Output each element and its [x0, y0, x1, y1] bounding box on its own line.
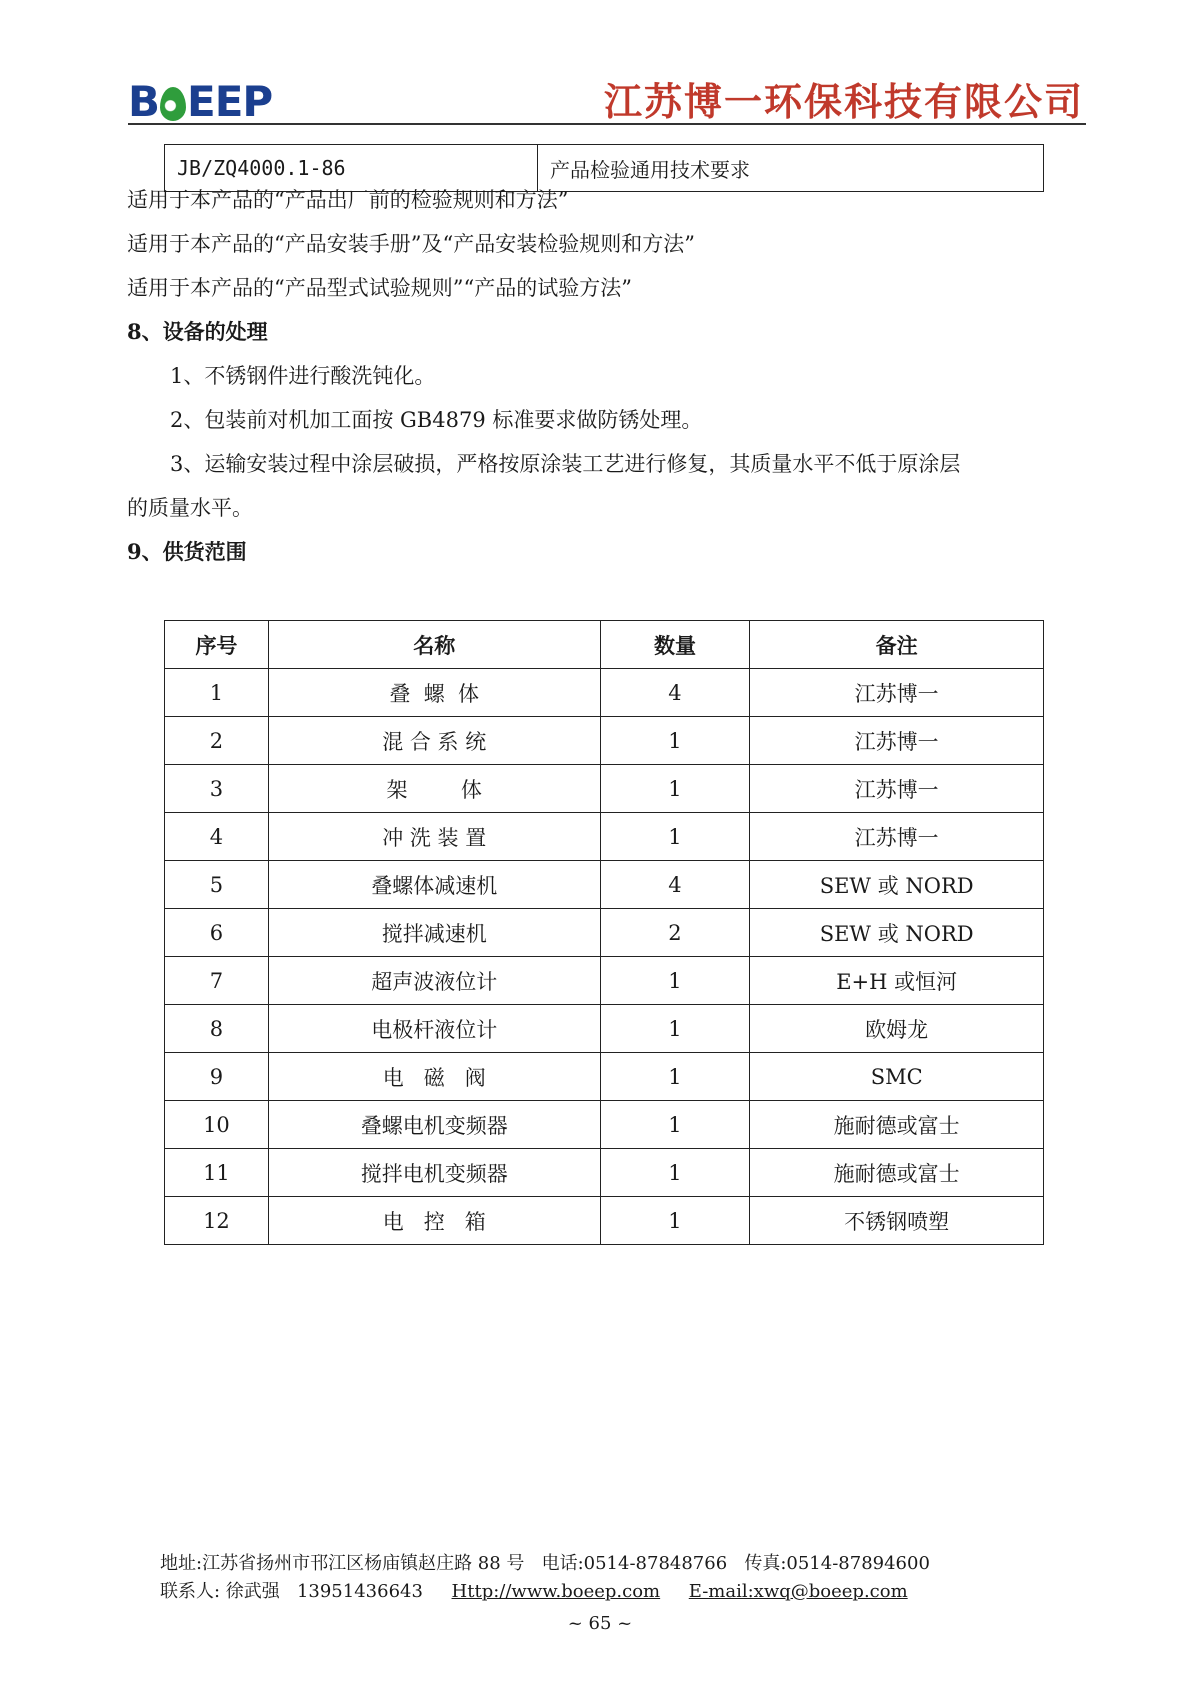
cell-index: 12: [165, 1197, 269, 1245]
cell-quantity: 1: [600, 813, 750, 861]
list-item: 3、运输安装过程中涂层破损，严格按原涂装工艺进行修复，其质量水平不低于原涂层: [170, 452, 961, 476]
list-item-continuation: 的质量水平。: [127, 496, 253, 520]
table-row: [165, 861, 1044, 909]
table-row: [165, 717, 1044, 765]
table-row: [165, 1005, 1044, 1053]
section-8-title: 8、设备的处理: [127, 319, 268, 344]
cell-name: 电 控 箱: [268, 1197, 600, 1245]
cell-index: 1: [165, 669, 269, 717]
cell-name: 架 体: [268, 765, 600, 813]
table-row: [165, 1053, 1044, 1101]
table-row: [165, 1101, 1044, 1149]
cell-name: 电极杆液位计: [268, 1005, 600, 1053]
cell-name: 搅拌电机变频器: [268, 1149, 600, 1197]
table-row: [165, 1197, 1044, 1245]
standard-code: JB/ZQ4000.1-86: [165, 145, 538, 192]
cell-index: 2: [165, 717, 269, 765]
footer-line-1: [160, 1551, 930, 1577]
cell-index: 8: [165, 1005, 269, 1053]
website-link[interactable]: Http://www.boeep.com: [451, 1581, 661, 1602]
table-row: [165, 813, 1044, 861]
cell-remark: E+H 或恒河: [750, 957, 1044, 1005]
footer-contact: 联系人: 徐武强 13951436643: [160, 1581, 423, 1602]
header-divider: [128, 123, 1086, 125]
cell-remark: 施耐德或富士: [750, 1101, 1044, 1149]
cell-remark: 欧姆龙: [750, 1005, 1044, 1053]
footer-line-2: [160, 1579, 908, 1605]
cell-name: 叠螺体减速机: [268, 861, 600, 909]
column-header-remark: 备注: [750, 621, 1044, 669]
cell-index: 11: [165, 1149, 269, 1197]
cell-index: 3: [165, 765, 269, 813]
cell-index: 6: [165, 909, 269, 957]
table-row: [165, 765, 1044, 813]
column-header-index: 序号: [165, 621, 269, 669]
page-header: [128, 77, 1084, 126]
cell-quantity: 1: [600, 1149, 750, 1197]
table-row: [165, 957, 1044, 1005]
cell-remark: SMC: [750, 1053, 1044, 1101]
cell-name: 叠螺电机变频器: [268, 1101, 600, 1149]
cell-quantity: 1: [600, 1101, 750, 1149]
cell-quantity: 2: [600, 909, 750, 957]
cell-name: 混 合 系 统: [268, 717, 600, 765]
cell-index: 4: [165, 813, 269, 861]
cell-quantity: 1: [600, 1053, 750, 1101]
email-link[interactable]: E-mail:xwq@boeep.com: [688, 1581, 908, 1602]
column-header-name: 名称: [268, 621, 600, 669]
list-item: 2、包装前对机加工面按 GB4879 标准要求做防锈处理。: [170, 408, 703, 432]
company-logo: B EEP: [128, 77, 273, 126]
cell-name: 超声波液位计: [268, 957, 600, 1005]
cell-index: 5: [165, 861, 269, 909]
cell-quantity: 1: [600, 1005, 750, 1053]
footer-phone: 电话:0514-87848766: [541, 1553, 728, 1574]
column-header-quantity: 数量: [600, 621, 750, 669]
cell-quantity: 1: [600, 1197, 750, 1245]
section-9-title: 9、供货范围: [127, 539, 247, 564]
footer-fax: 传真:0514-87894600: [744, 1553, 930, 1574]
company-name: 江苏博一环保科技有限公司: [603, 80, 1084, 124]
cell-quantity: 1: [600, 717, 750, 765]
cell-remark: 江苏博一: [750, 717, 1044, 765]
cell-remark: 不锈钢喷塑: [750, 1197, 1044, 1245]
page-number: ~ 65 ~: [567, 1613, 633, 1634]
cell-index: 7: [165, 957, 269, 1005]
cell-index: 9: [165, 1053, 269, 1101]
cell-quantity: 1: [600, 957, 750, 1005]
standard-title: 产品检验通用技术要求: [538, 145, 1044, 192]
cell-remark: SEW 或 NORD: [750, 909, 1044, 957]
table-header-row: [165, 621, 1044, 669]
footer-address: 地址:江苏省扬州市邗江区杨庙镇赵庄路 88 号: [160, 1553, 525, 1574]
cell-quantity: 4: [600, 669, 750, 717]
cell-name: 冲 洗 装 置: [268, 813, 600, 861]
cell-remark: 江苏博一: [750, 669, 1044, 717]
cell-remark: 江苏博一: [750, 813, 1044, 861]
applicability-line: 适用于本产品的“产品型式试验规则”“产品的试验方法”: [127, 276, 632, 300]
applicability-line: 适用于本产品的“产品出厂前的检验规则和方法”: [127, 188, 569, 212]
table-row: [165, 669, 1044, 717]
cell-name: 电 磁 阀: [268, 1053, 600, 1101]
cell-name: 叠 螺 体: [268, 669, 600, 717]
applicability-line: 适用于本产品的“产品安装手册”及“产品安装检验规则和方法”: [127, 232, 695, 256]
water-drop-icon: [160, 87, 186, 121]
cell-remark: 江苏博一: [750, 765, 1044, 813]
supply-scope-table: [164, 620, 1044, 1245]
cell-index: 10: [165, 1101, 269, 1149]
table-row: [165, 1149, 1044, 1197]
table-row: [165, 909, 1044, 957]
cell-name: 搅拌减速机: [268, 909, 600, 957]
cell-remark: SEW 或 NORD: [750, 861, 1044, 909]
cell-quantity: 4: [600, 861, 750, 909]
cell-remark: 施耐德或富士: [750, 1149, 1044, 1197]
list-item: 1、不锈钢件进行酸洗钝化。: [170, 364, 436, 388]
cell-quantity: 1: [600, 765, 750, 813]
